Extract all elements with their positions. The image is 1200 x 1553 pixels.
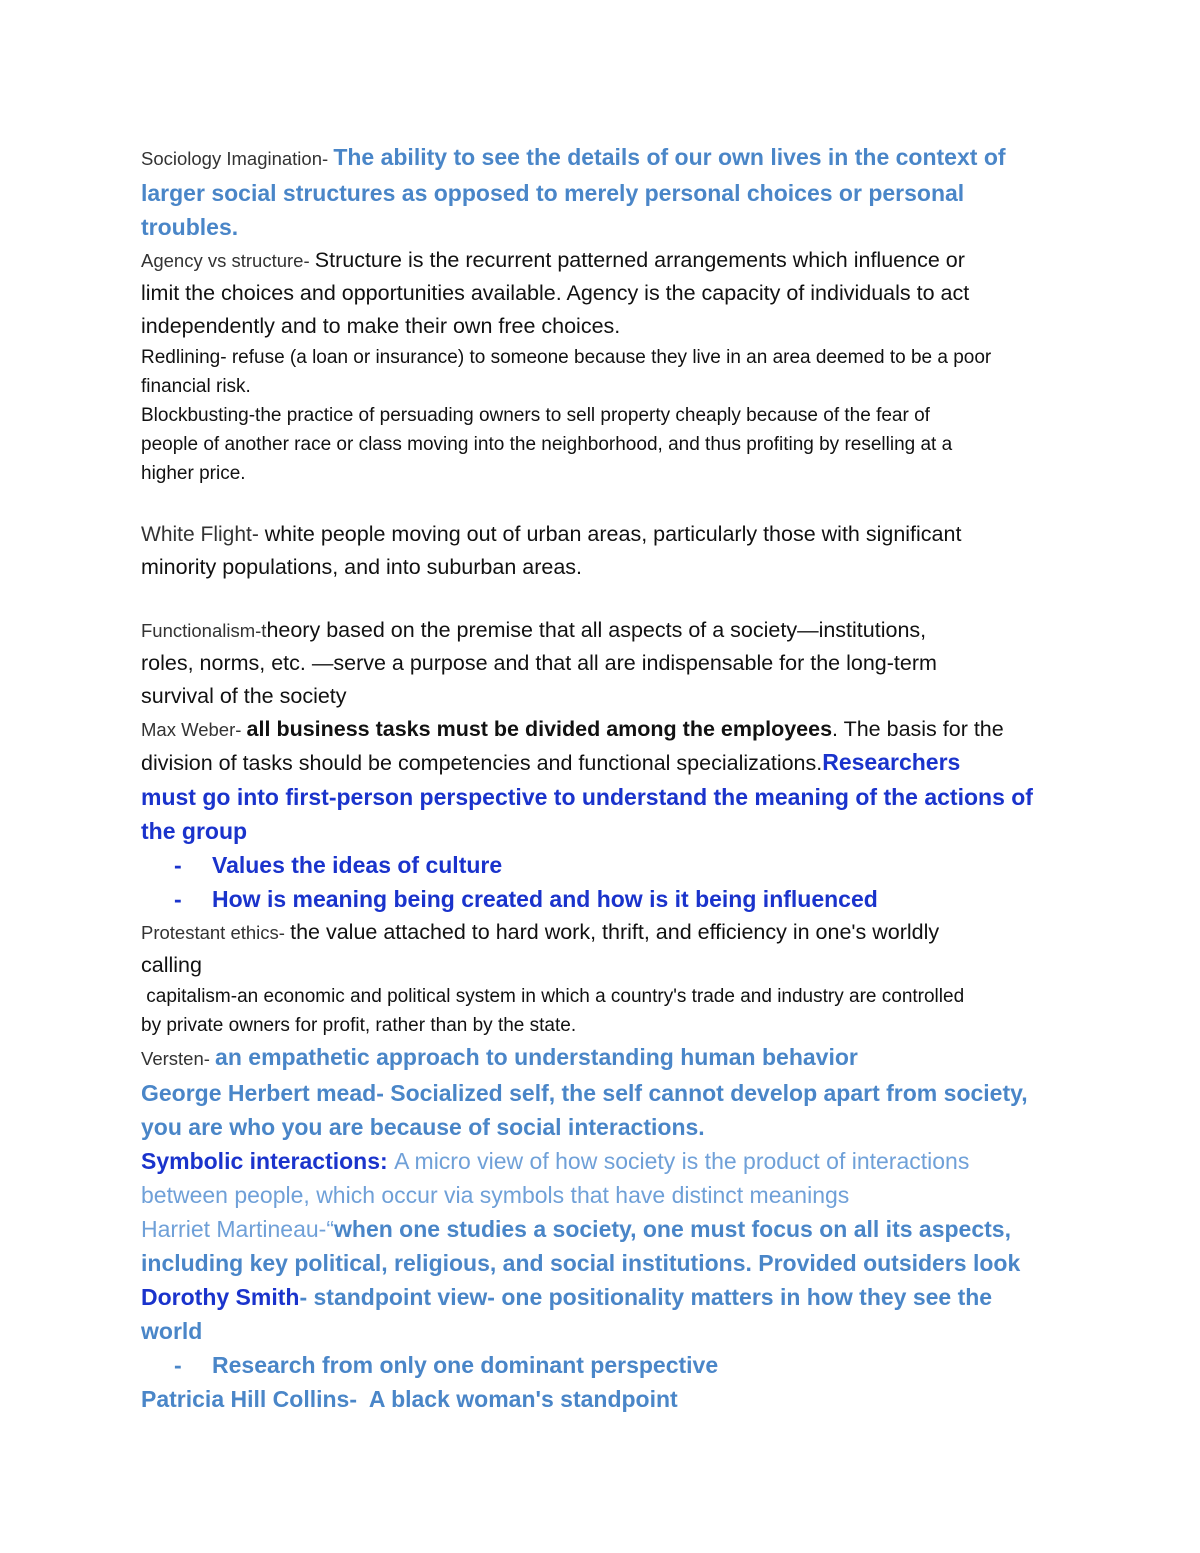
entry-george-herbert-mead [141, 1076, 1071, 1144]
term-label: Agency vs structure- [141, 250, 315, 271]
term-label: White Flight- [141, 523, 265, 546]
bullet-dash: - [174, 852, 182, 878]
highlight-text: the group [141, 818, 248, 844]
entry-dorothy-smith [141, 1280, 1071, 1382]
entry-agency-vs-structure [141, 244, 1071, 343]
bullet-text: How is meaning being created and how is it being influenced [212, 886, 878, 912]
definition-text: larger social structures as opposed to merely personal choices or personal [141, 180, 965, 206]
definition-text: financial risk. [141, 376, 251, 397]
definition-text: Redlining- refuse (a loan or insurance) to someone because they live in an area deemed to be a poor [141, 347, 992, 368]
definition-text: between people, which occur via symbols that have distinct meanings [141, 1182, 850, 1208]
definition-text: you are who you are because of social interactions. [141, 1114, 705, 1140]
definition-text: George Herbert mead- Socialized self, the self cannot develop apart from society, [141, 1080, 1028, 1106]
term-label: Dorothy Smith [141, 1284, 300, 1310]
definition-text: minority populations, and into suburban areas. [141, 555, 583, 579]
bullet-text: Values the ideas of culture [212, 852, 503, 878]
term-label: Symbolic interactions [141, 1148, 381, 1174]
entry-white-flight [141, 518, 1071, 584]
entry-capitalism [141, 982, 1071, 1040]
term-label: Versten- [141, 1048, 216, 1069]
definition-text: roles, norms, etc. —serve a purpose and that all are indispensable for the long-term [141, 651, 937, 675]
definition-text: limit the choices and opportunities available. Agency is the capacity of individuals to act [141, 281, 970, 305]
entry-blockbusting [141, 401, 1071, 488]
term-label: Harriet Martineau-“ [141, 1216, 334, 1242]
entry-symbolic-interactions [141, 1144, 1071, 1212]
definition-text: an empathetic approach to understanding human behavior [215, 1044, 858, 1070]
entry-functionalism [141, 614, 1071, 713]
highlight-text: must go into first-person perspective to understand the meaning of the actions of [141, 784, 1033, 810]
bullet-dash: - [174, 1352, 182, 1378]
entry-sociology-imagination [141, 140, 1071, 244]
bullet-item [141, 1348, 1071, 1382]
bold-text: all [246, 717, 277, 741]
definition-text: the value attached to hard work, thrift, and efficiency in one's worldly [290, 920, 940, 944]
blank-line [141, 584, 1071, 614]
definition-text: - standpoint view- one positionality matters in how they see the [299, 1284, 993, 1310]
definition-text: Patricia Hill Collins- A black woman's standpoint [141, 1386, 678, 1412]
definition-text: higher price. [141, 463, 246, 484]
bullet-text: Research from only one dominant perspective [212, 1352, 719, 1378]
term-colon: : [380, 1148, 395, 1174]
definition-text: division of tasks should be competencies and functional specializations. [141, 751, 823, 775]
entry-redlining [141, 343, 1071, 401]
blank-line [141, 488, 1071, 518]
entry-versten [141, 1040, 1071, 1076]
definition-text: people of another race or class moving into the neighborhood, and thus profiting by reselling at a [141, 434, 953, 455]
definition-text: by private owners for profit, rather than by the state. [141, 1015, 577, 1036]
notes-body [141, 140, 1071, 1416]
definition-text: independently and to make their own free choices. [141, 314, 621, 338]
bullet-item [141, 848, 1071, 882]
entry-harriet-martineau [141, 1212, 1071, 1280]
term-label: Max Weber- [141, 719, 247, 740]
entry-patricia-hill-collins [141, 1382, 1071, 1416]
bullet-item [141, 882, 1071, 916]
term-label: Functionalism-t [141, 620, 267, 641]
definition-text: capitalism-an economic and political system in which a country's trade and industry are controlled [141, 986, 965, 1007]
definition-text: including key political, religious, and social institutions. Provided outsiders look [141, 1250, 1021, 1276]
definition-text: heory based on the premise that all aspects of a society—institutions, [266, 618, 927, 642]
definition-text: The ability to see the details of our own lives in the context of [333, 144, 1006, 170]
definition-text: troubles. [141, 214, 239, 240]
definition-text: Structure is the recurrent patterned arrangements which influence or [314, 248, 965, 272]
definition-text: white people moving out of urban areas, particularly those with significant [264, 522, 962, 546]
term-label: Sociology Imagination- [141, 148, 334, 169]
entry-max-weber [141, 713, 1071, 916]
definition-text: . The basis for the [832, 717, 1004, 741]
highlight-text: Researchers [822, 749, 961, 775]
bold-text: business tasks must be divided among the employees [276, 717, 833, 741]
definition-text: world [141, 1318, 203, 1344]
term-label: Protestant ethics- [141, 922, 291, 943]
definition-text: calling [141, 953, 202, 977]
bullet-dash: - [174, 886, 182, 912]
entry-protestant-ethics [141, 916, 1071, 982]
definition-text: Blockbusting-the practice of persuading owners to sell property cheaply because of the fear of [141, 405, 930, 426]
definition-text: when one studies a society, one must focus on all its aspects, [334, 1216, 1011, 1242]
definition-text: survival of the society [141, 684, 347, 708]
definition-text: A micro view of how society is the product of interactions [394, 1148, 970, 1174]
